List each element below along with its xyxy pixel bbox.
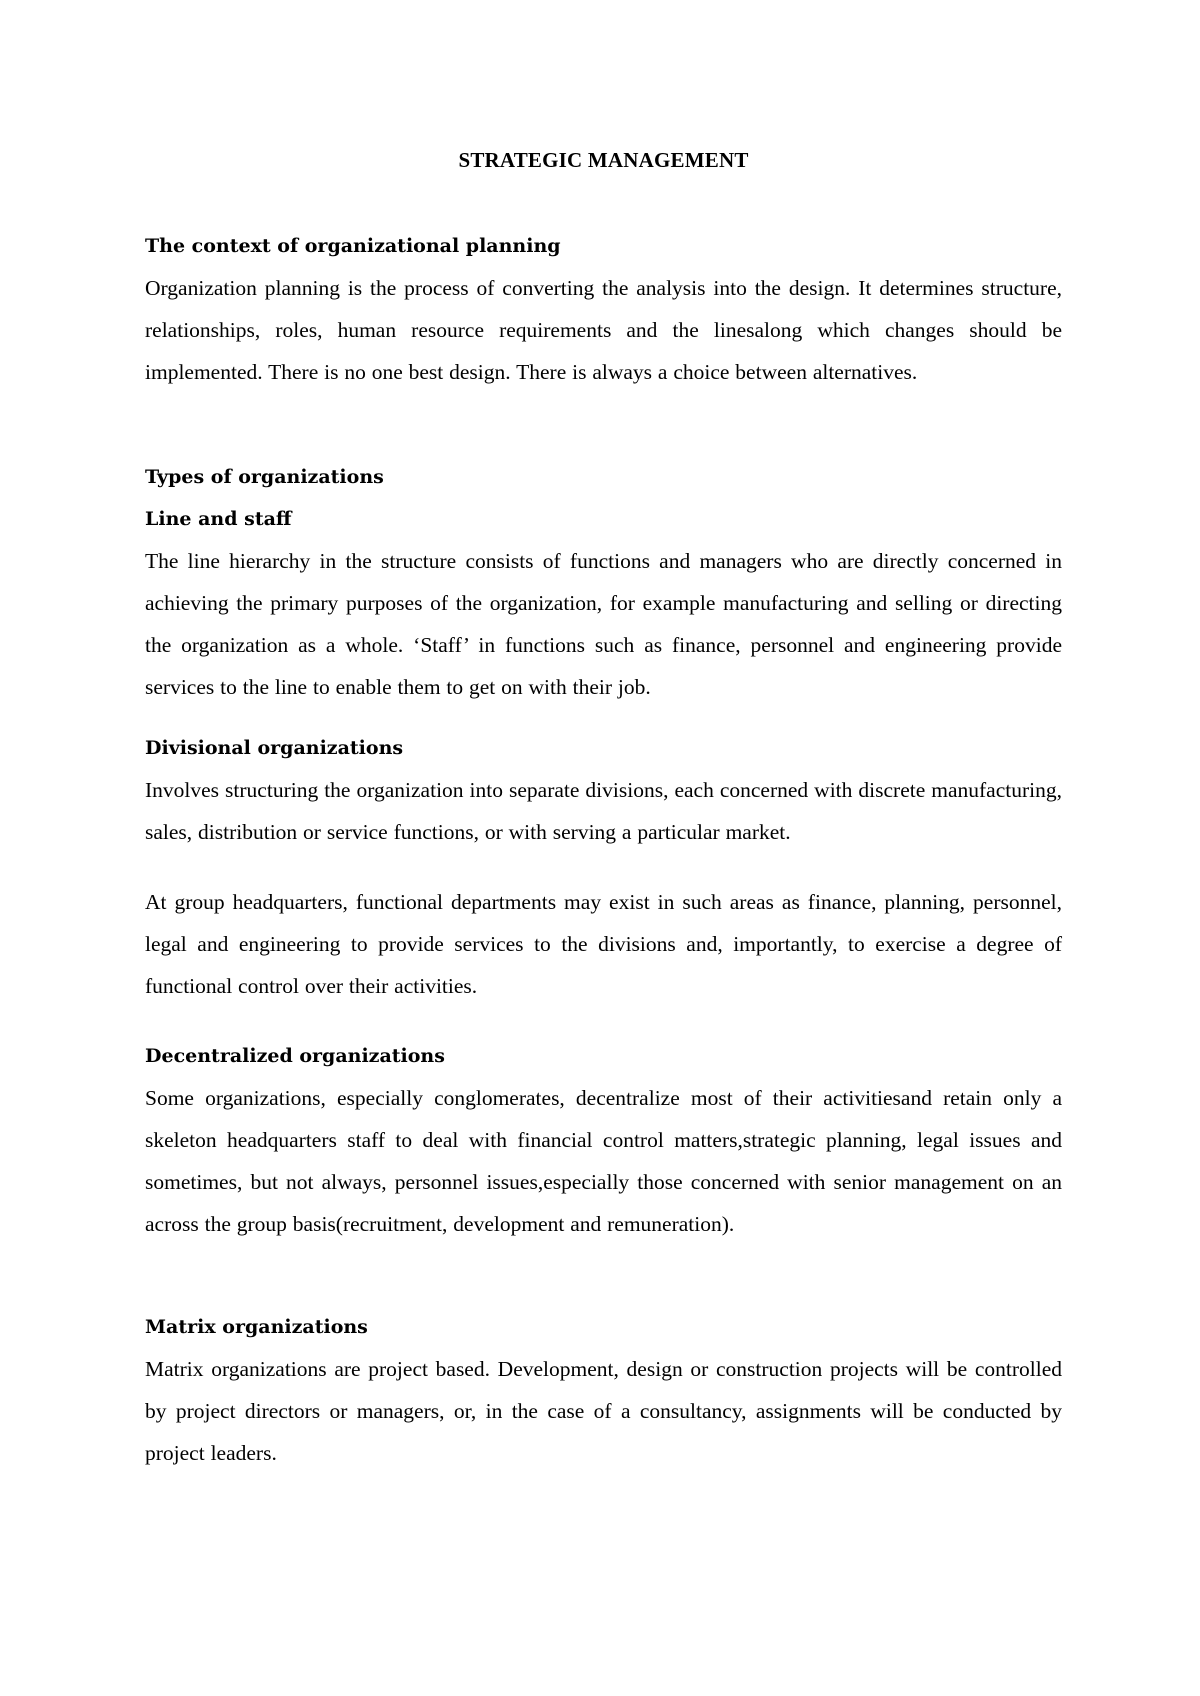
section-heading: Decentralized organizations xyxy=(145,1045,445,1067)
section-heading: Types of organizations xyxy=(145,466,384,488)
section-divisional-headquarters xyxy=(145,881,1062,1007)
document-title: STRATEGIC MANAGEMENT xyxy=(458,148,749,172)
section-decentralized-organizations xyxy=(145,1035,1062,1245)
section-paragraph: Matrix organizations are project based. Development, design or construction projects will be controlled by project directors or managers, or, in the case of a consultancy, assignments will be conducted by project leaders. xyxy=(145,1357,1062,1465)
section-subheading: Line and staff xyxy=(145,508,292,530)
section-paragraph: At group headquarters, functional departments may exist in such areas as finance, planning, personnel, legal and engineering to provide services to the divisions and, importantly, to exercise a degree of functional control over their activities. xyxy=(145,890,1062,998)
section-types-of-organizations xyxy=(145,456,1062,708)
section-paragraph: The line hierarchy in the structure consists of functions and managers who are directly concerned in achieving the primary purposes of the organization, for example manufacturing and selling or directing the organization as a whole. ‘Staff’ in functions such as finance, personnel and engineering provide services to the line to enable them to get on with their job. xyxy=(145,549,1062,699)
section-paragraph: Involves structuring the organization into separate divisions, each concerned with discrete manufacturing, sales, distribution or service functions, or with serving a particular market. xyxy=(145,778,1062,844)
section-matrix-organizations xyxy=(145,1306,1062,1474)
section-paragraph: Organization planning is the process of converting the analysis into the design. It determines structure, relationships, roles, human resource requirements and the linesalong which changes should be implemented. There is no one best design. There is always a choice between alternatives. xyxy=(145,276,1062,384)
section-divisional-organizations xyxy=(145,727,1062,853)
section-organizational-planning xyxy=(145,225,1062,393)
section-heading: The context of organizational planning xyxy=(145,235,561,257)
section-heading: Matrix organizations xyxy=(145,1316,368,1338)
section-paragraph: Some organizations, especially conglomerates, decentralize most of their activitiesand retain only a skeleton headquarters staff to deal with financial control matters,strategic planning, legal issues and sometimes, but not always, personnel issues,especially those concerned with senior management on an across the group basis(recruitment, development and remuneration). xyxy=(145,1086,1062,1236)
section-heading: Divisional organizations xyxy=(145,737,404,759)
